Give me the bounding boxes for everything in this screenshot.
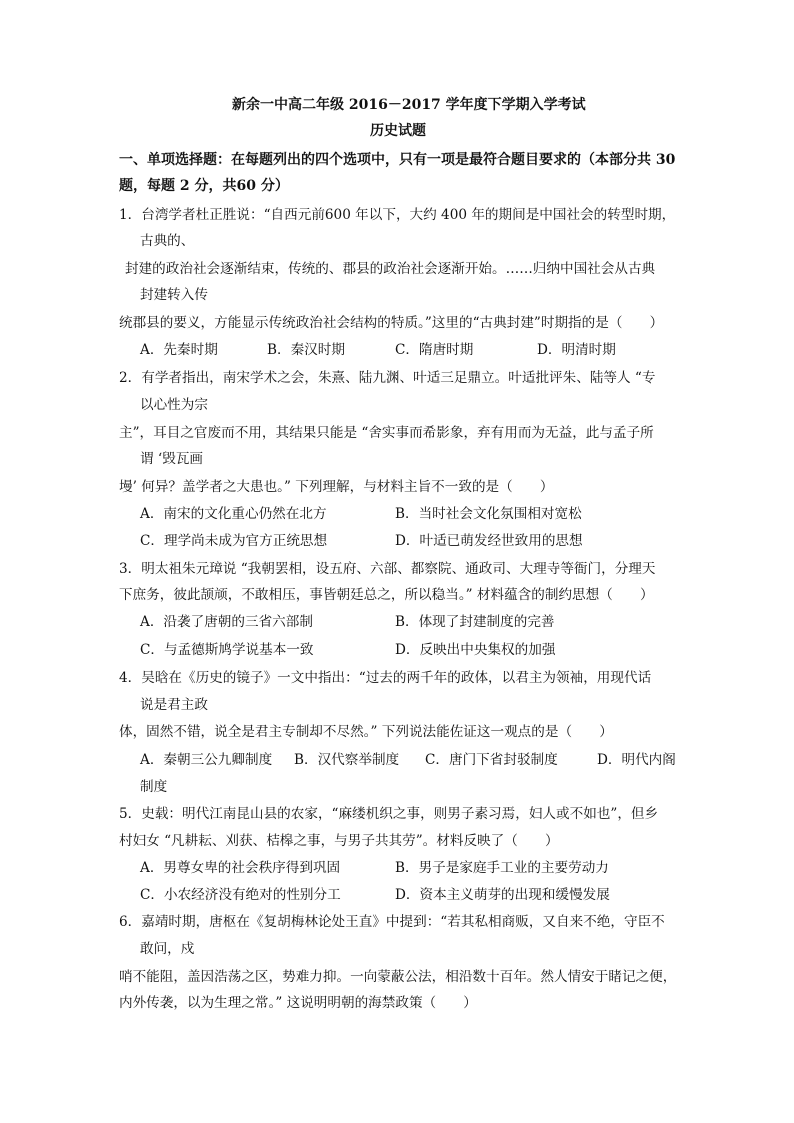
option-a: A．秦朝三公九卿制度 [140,752,273,768]
question-text: 以心性为宗 [140,397,208,413]
question-text: 统郡县的要义，方能显示传统政治社会结构的特质。”这里的“古典封建”时期指的是（ ） [119,315,664,331]
option-a: A．男尊女卑的社会秩序得到巩固 [140,860,341,876]
option-b: B．秦汉时期 [267,342,345,358]
option-c: C．隋唐时期 [395,342,474,358]
question-text: 敢问，戍 [140,941,195,957]
option-d-continued: 制度 [140,779,168,795]
option-b: B．男子是家庭手工业的主要劳动力 [395,860,609,876]
option-d: D．明代内阁 [597,752,676,768]
option-c: C．与孟德斯鸠学说基本一致 [140,642,314,658]
option-d: D．叶适已萌发经世致用的思想 [395,533,583,549]
question-text: 3．明太祖朱元璋说 “我朝罢相，设五府、六部、都察院、通政司、大理寺等衙门，分理天 [119,561,656,577]
question-text: 谓 ‘毁瓦画 [140,451,204,467]
exam-title: 新余一中高二年级 2016－2017 学年度下学期入学考试 [232,97,586,113]
question-text: 5．史载：明代江南昆山县的农家，“麻缕机织之事，则男子素习焉，妇人或不如也”，但乡 [119,806,659,822]
option-a: A．南宋的文化重心仍然在北方 [140,506,327,522]
section-heading-line1: 一、单项选择题：在每题列出的四个选项中，只有一项是最符合题目要求的（本部分共 30 [119,152,676,168]
section-heading-line2: 题，每题 2 分，共60 分） [119,178,289,194]
exam-subtitle: 历史试题 [370,123,426,139]
option-c: C．唐门下省封驳制度 [425,752,558,768]
question-text: 4．吴晗在《历史的镜子》一文中指出：“过去的两千年的政体，以君主为领袖，用现代话 [119,670,652,686]
question-text: 主”，耳目之官废而不用，其结果只能是 “舍实事而希影象，弃有用而为无益，此与孟子所 [119,425,654,441]
option-c: C．小农经济没有绝对的性别分工 [140,887,341,903]
question-text: 下庶务，彼此颉颃，不敢相压，事皆朝廷总之，所以稳当。” 材料蕴含的制约思想（ ） [119,587,654,603]
question-text: 哨不能阻，盖因浩荡之区，势难力抑。一向蒙蔽公法，相沿数十百年。然人情安于睹记之便， [119,969,677,985]
option-a: A．沿袭了唐朝的三省六部制 [140,614,313,630]
option-b: B．体现了封建制度的完善 [395,614,555,630]
option-d: D．明清时期 [537,342,616,358]
question-text: 封建转入传 [140,287,208,303]
option-d: D．资本主义萌芽的出现和缓慢发展 [395,887,610,903]
option-d: D．反映出中央集权的加强 [395,642,556,658]
question-text: 1．台湾学者杜正胜说：“自西元前600 年以下，大约 400 年的期间是中国社会的转型时期， [119,207,676,223]
question-text: 体，固然不错，说全是君主专制却不尽然。” 下列说法能佐证这一观点的是（ ） [119,724,613,740]
question-text: 6．嘉靖时期，唐枢在《复胡梅林论处王直》中提到：“若其私相商贩，又自来不绝，守臣不 [119,914,665,930]
question-text: 封建的政治社会逐渐结束，传统的、郡县的政治社会逐渐开始。……归纳中国社会从古典 [125,261,656,277]
option-a: A．先秦时期 [140,342,218,358]
question-text: 墁’ 何异？盖学者之大患也。” 下列理解，与材料主旨不一致的是（ ） [119,479,554,495]
option-b: B．当时社会文化氛围相对宽松 [395,506,582,522]
question-text: 村妇女 “凡耕耘、刈获、桔槔之事，与男子共其劳”。材料反映了（ ） [119,833,559,849]
question-text: 古典的、 [140,233,195,249]
question-text: 内外传袭，以为生理之常。” 这说明明朝的海禁政策（ ） [119,995,477,1011]
question-text: 说是君主政 [140,697,208,713]
option-b: B．汉代察举制度 [294,752,400,768]
question-text: 2．有学者指出，南宋学术之会，朱熹、陆九渊、叶适三足鼎立。叶适批评朱、陆等人 “专 [119,370,656,386]
option-c: C．理学尚未成为官方正统思想 [140,533,328,549]
